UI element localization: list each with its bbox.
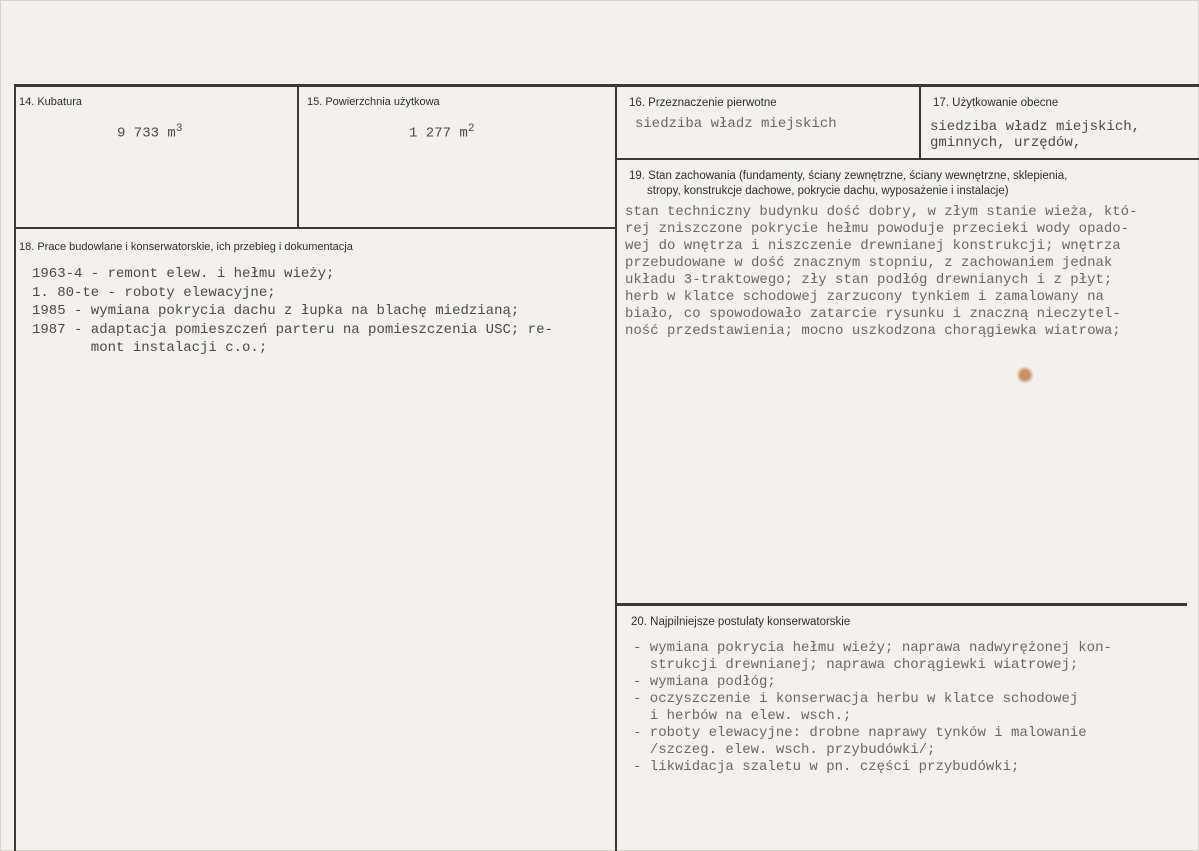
field-19-line-1: stan techniczny budynku dość dobry, w złym stanie wieża, któ- (625, 204, 1138, 220)
field-15-label: 15. Powierzchnia użytkowa (307, 96, 440, 108)
hline-under-14-15 (14, 227, 617, 229)
field-19-line-2: rej zniszczone pokrycie hełmu powoduje przecieki wody opado- (625, 221, 1130, 237)
field-17-line-1: siedziba władz miejskich, (930, 119, 1141, 135)
divider-16-17 (919, 84, 921, 159)
field-18-line-4: 1987 - adaptacja pomieszczeń parteru na pomieszczenia USC; re- (32, 321, 553, 338)
field-19-line-3: wej do wnętrza i niszczenie drewnianej konstrukcji; wnętrza (625, 238, 1121, 254)
field-16-label: 16. Przeznaczenie pierwotne (629, 97, 777, 109)
field-19-line-7: biało, co spowodowało zatarcie rysunku i znaczną nieczytel- (625, 306, 1121, 322)
field-18-line-3: 1985 - wymiana pokrycia dachu z łupka na blachę miedzianą; (32, 303, 520, 319)
field-20-line-1: - wymiana pokrycia hełmu wieży; naprawa nadwyrężonej kon- (633, 640, 1112, 656)
left-border (14, 84, 16, 851)
hline-under-16-17 (615, 158, 1199, 160)
field-18-line-5: mont instalacji c.o.; (32, 340, 268, 356)
field-19-label-line-1: 19. Stan zachowania (fundamenty, ściany zewnętrzne, ściany wewnętrzne, sklepienia, (629, 170, 1068, 182)
divider-14-15 (297, 84, 299, 229)
field-14-label: 14. Kubatura (19, 96, 82, 108)
field-20-line-5: i herbów na elew. wsch.; (633, 708, 852, 724)
field-20-line-4: - oczyszczenie i konserwacja herbu w klatce schodowej (633, 691, 1079, 707)
field-17-line-2: gminnych, urzędów, (930, 135, 1082, 151)
field-16-value: siedziba władz miejskich (635, 116, 837, 132)
field-19-line-8: ność przedstawienia; mocno uszkodzona chorągiewka wiatrowa; (625, 323, 1121, 339)
field-19-line-6: herb w klatce schodowej zarzucony tynkiem i zamalowany na (625, 289, 1104, 305)
field-14-value (117, 120, 182, 143)
hline-above-20 (615, 603, 1187, 606)
field-19-label-line-2: stropy, konstrukcje dachowe, pokrycie dachu, wyposażenie i instalacje) (647, 185, 1009, 197)
field-19-line-4: przebudowane w dość znacznym stopniu, z zachowaniem jednak (625, 255, 1113, 271)
field-14-number: 9 733 m (117, 125, 176, 142)
field-19-line-5: układu 3-traktowego; zły stan podłóg drewnianych i z płyt; (625, 272, 1113, 288)
field-20-label: 20. Najpilniejsze postulaty konserwatorskie (631, 616, 851, 628)
field-15-exponent: 2 (467, 123, 475, 135)
field-20-line-8: - likwidacja szaletu w pn. części przybudówki; (633, 759, 1020, 775)
field-18-label: 18. Prace budowlane i konserwatorskie, ich przebieg i dokumentacja (19, 241, 353, 253)
field-18-line-2: 1. 80-te - roboty elewacyjne; (32, 284, 276, 301)
field-17-label: 17. Użytkowanie obecne (933, 97, 1059, 109)
paper-stain (1016, 366, 1034, 384)
field-20-line-2: strukcji drewnianej; naprawa chorągiewki wiatrowej; (633, 657, 1079, 673)
field-15-number: 1 277 m (409, 125, 468, 142)
divider-left-right (615, 84, 617, 851)
field-18-line-1: 1963-4 - remont elew. i hełmu wieży; (32, 266, 335, 282)
field-20-line-7: /szczeg. elew. wsch. przybudówki/; (633, 742, 936, 758)
field-15-value (409, 120, 474, 143)
field-14-exponent: 3 (175, 123, 183, 135)
field-20-line-3: - wymiana podłóg; (633, 674, 776, 690)
field-20-line-6: - roboty elewacyjne: drobne naprawy tynków i malowanie (633, 725, 1087, 741)
top-border (14, 84, 1199, 87)
